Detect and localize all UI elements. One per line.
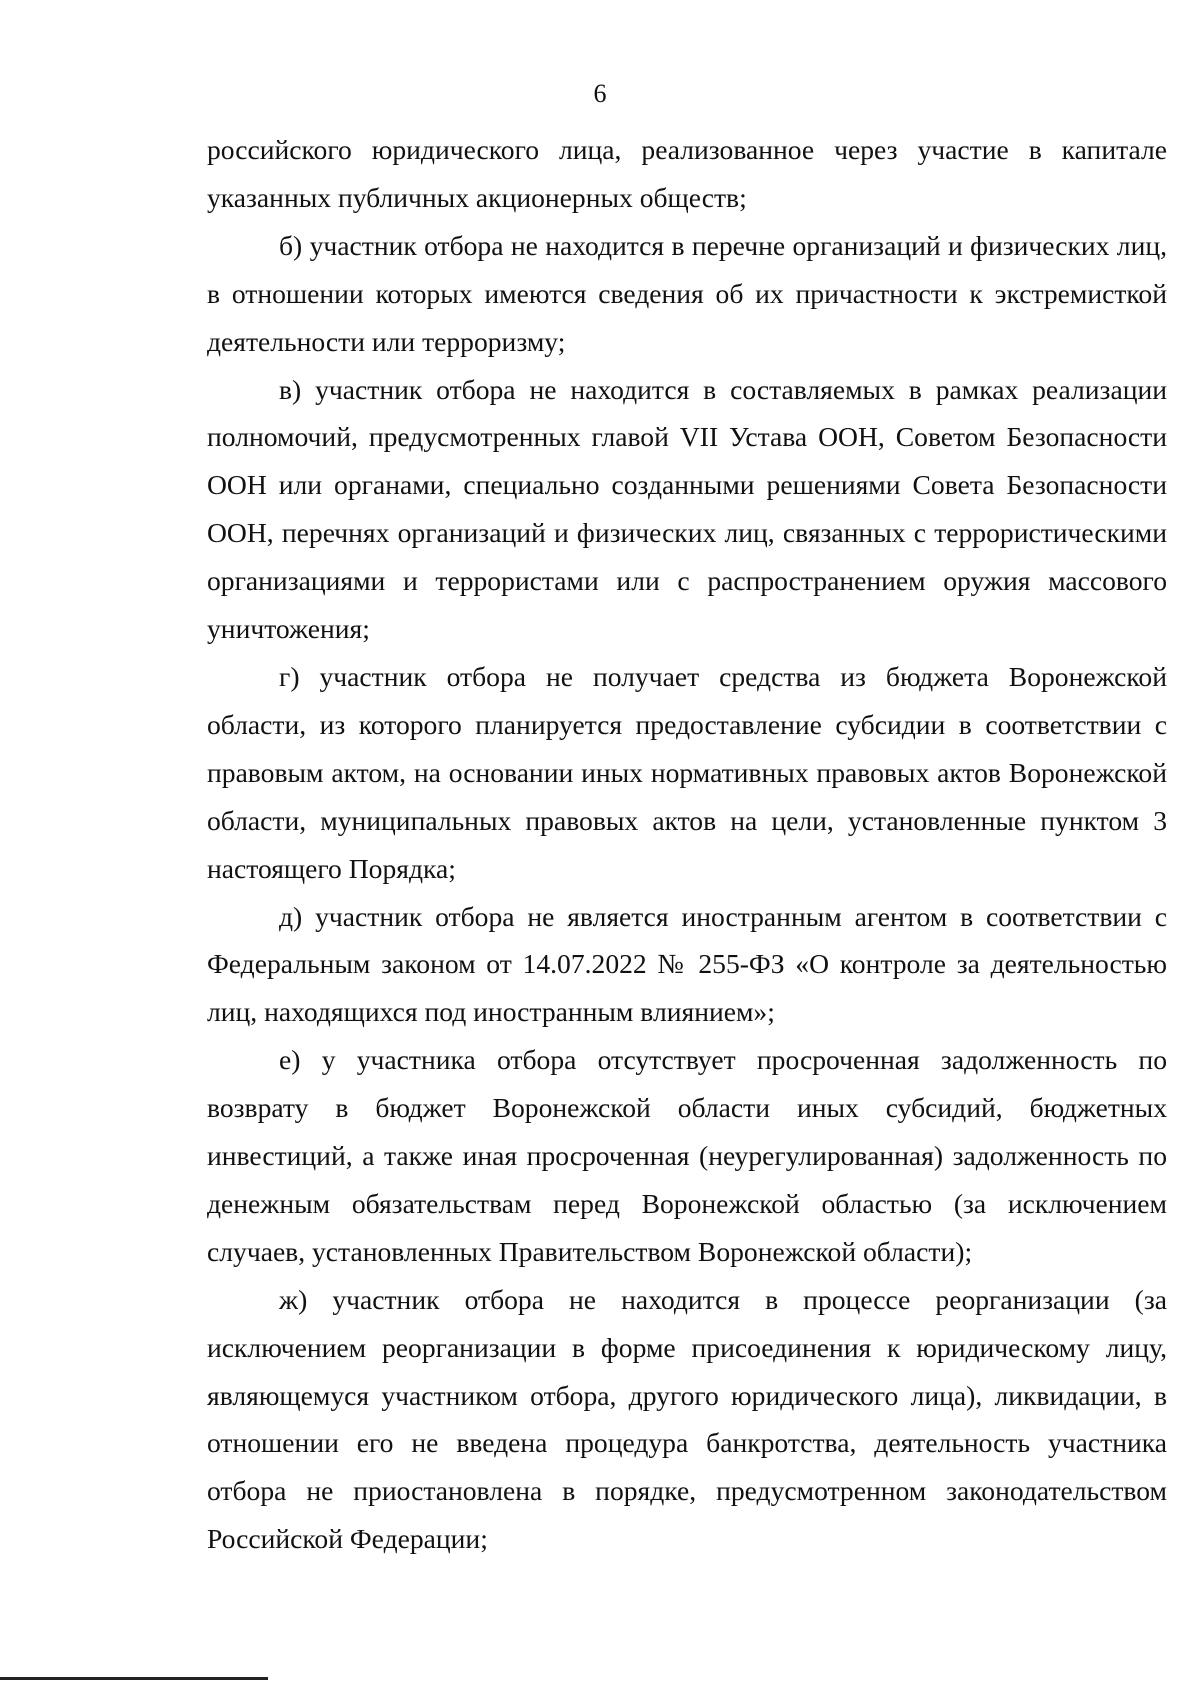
footer-rule bbox=[0, 1677, 268, 1680]
paragraph-item-zh: ж) участник отбора не находится в процессе реорганизации (за исключением реорганизации в форме присоединения к юридическому лицу, являющемуся участником отбора, другого юридического лица), ликвидации, в отношении его не введена процедура банкротства, деятельность участника отбора не приостановлена в порядке, предусмотренном законодательством Российской Федерации; bbox=[207, 1283, 1167, 1555]
document-body bbox=[207, 126, 1167, 1563]
paragraph-item-v: в) участник отбора не находится в составляемых в рамках реализации полномочий, предусмотренных главой VII Устава ООН, Советом Безопасности ООН или органами, специально созданными решениями Совета Безопасности ООН, перечнях организаций и физических лиц, связанных с террористическими организациями и террористами или с распространением оружия массового уничтожения; bbox=[207, 373, 1167, 645]
paragraph-item-b: б) участник отбора не находится в перечне организаций и физических лиц, в отношении которых имеются сведения об их причастности к экстремисткой деятельности или терроризму; bbox=[207, 229, 1167, 357]
paragraph-item-g: г) участник отбора не получает средства из бюджета Воронежской области, из которого планируется предоставление субсидии в соответствии с правовым актом, на основании иных нормативных правовых актов Воронежской области, муниципальных правовых актов на цели, установленные пунктом 3 настоящего Порядка; bbox=[207, 660, 1167, 884]
paragraph-item-d: д) участник отбора не является иностранным агентом в соответствии с Федеральным законом от 14.07.2022 № 255-ФЗ «О контроле за деятельностью лиц, находящихся под иностранным влиянием»; bbox=[207, 900, 1167, 1028]
paragraph-continuation: российского юридического лица, реализованное через участие в капитале указанных публичных акционерных обществ; bbox=[207, 134, 1167, 213]
paragraph-item-e: е) у участника отбора отсутствует просроченная задолженность по возврату в бюджет Воронежской области иных субсидий, бюджетных инвестиций, а также иная просроченная (неурегулированная) задолженность по денежным обязательствам перед Воронежской областью (за исключением случаев, установленных Правительством Воронежской области); bbox=[207, 1044, 1167, 1267]
page-number: 6 bbox=[593, 79, 607, 108]
